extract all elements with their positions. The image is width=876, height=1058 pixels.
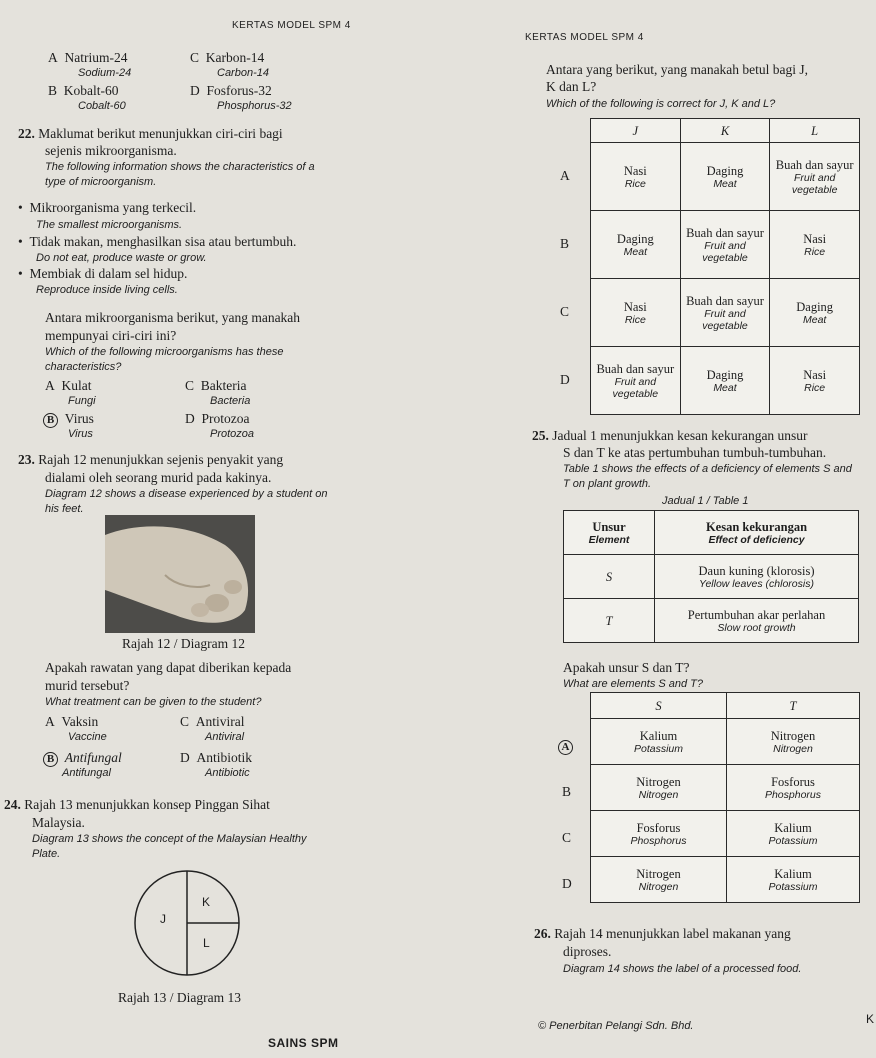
row-letter-d: D — [560, 372, 570, 387]
option-c: C Antiviral — [180, 714, 245, 729]
option-text: Fosforus-32 — [206, 83, 272, 98]
table-cell: Pertumbuhan akar perlahan Slow root growth — [655, 599, 859, 643]
option-english: Virus — [68, 428, 93, 440]
option-english: Protozoa — [210, 428, 255, 440]
table-cell: Buah dan sayur Fruit and vegetable — [591, 347, 681, 415]
table-cell: Nasi Rice — [591, 143, 681, 211]
row-letter-c: C — [562, 830, 572, 845]
option-english: Bacteria — [210, 395, 251, 407]
option-c: C Bakteria — [185, 378, 247, 393]
table-row — [591, 143, 860, 211]
plate-label-k: K — [202, 895, 211, 909]
option-english: Carbon-14 — [217, 67, 269, 79]
footer-subject: SAINS SPM — [268, 1036, 339, 1050]
option-a: A Vaksin — [45, 714, 99, 729]
table-cell: Kalium Potassium — [591, 719, 727, 765]
question-english: Which of the following microorganisms has these — [45, 346, 284, 358]
table-cell: Nasi Rice — [591, 279, 681, 347]
table-cell: Kalium Potassium — [727, 857, 860, 903]
option-english: Antifungal — [62, 767, 111, 779]
table-row — [564, 555, 859, 599]
table-cell: Buah dan sayur Fruit and vegetable — [680, 211, 770, 279]
option-a: A Kulat — [45, 378, 92, 393]
bullet-icon: • — [18, 266, 23, 281]
question-line: Apakah rawatan yang dapat diberikan kepada — [45, 660, 292, 675]
option-english: Vaccine — [68, 731, 107, 743]
question-number: 25. — [532, 428, 549, 443]
bullet-english: Reproduce inside living cells. — [36, 284, 178, 296]
stem-english: Diagram 14 shows the label of a processed food. — [563, 963, 802, 975]
foot-photo — [105, 515, 255, 633]
stem-english: Table 1 shows the effects of a deficiency of elements S and — [563, 463, 852, 475]
row-letter-b: B — [560, 236, 570, 251]
table-cell: Daging Meat — [770, 279, 860, 347]
plate-label-l: L — [203, 936, 210, 950]
row-letter-c: C — [560, 304, 570, 319]
footer-publisher: © Penerbitan Pelangi Sdn. Bhd. — [538, 1020, 694, 1032]
stem-english: type of microorganism. — [45, 176, 157, 188]
table-header-s: S — [591, 693, 727, 719]
option-english: Sodium-24 — [78, 67, 132, 79]
table-row — [591, 279, 860, 347]
stem-line: S dan T ke atas pertumbuhan tumbuh-tumbuhan. — [563, 445, 827, 460]
option-english: Fungi — [68, 395, 96, 407]
option-letter: B — [48, 83, 58, 98]
header-left: KERTAS MODEL SPM 4 — [232, 20, 351, 31]
row-letter-a: A — [560, 168, 570, 183]
stem-english: The following information shows the characteristics of a — [45, 161, 315, 173]
table-header-k: K — [680, 119, 770, 143]
footer-corner-letter: K — [866, 1012, 875, 1026]
option-english: Phosphorus-32 — [217, 100, 292, 112]
circled-letter: B — [43, 413, 58, 428]
question-english: characteristics? — [45, 361, 122, 373]
question-line: Antara yang berikut, yang manakah betul bagi J, — [546, 62, 809, 77]
stem-line: dialami oleh seorang murid pada kakinya. — [45, 470, 272, 485]
table-cell: Daging Meat — [591, 211, 681, 279]
option-letter: A — [48, 50, 58, 65]
bullet-icon: • — [18, 234, 23, 249]
answer-table-q25 — [590, 692, 860, 903]
table-cell: Nasi Rice — [770, 347, 860, 415]
table-row — [591, 347, 860, 415]
table-header-t: T — [727, 693, 860, 719]
option-english: Cobalt-60 — [78, 100, 126, 112]
table-row — [591, 811, 860, 857]
table-cell: Buah dan sayur Fruit and vegetable — [770, 143, 860, 211]
table-cell: Nitrogen Nitrogen — [591, 765, 727, 811]
bullet-item: • Mikroorganisma yang terkecil. — [18, 200, 197, 215]
circled-letter: B — [43, 752, 58, 767]
stem-english: T on plant growth. — [563, 478, 652, 490]
table-cell: Buah dan sayur Fruit and vegetable — [680, 279, 770, 347]
option-english: Antiviral — [205, 731, 245, 743]
table-header-element: Unsur Element — [564, 511, 655, 555]
table-cell: T — [564, 599, 655, 643]
question-number: 22. — [18, 126, 35, 141]
row-letter-d: D — [562, 876, 572, 891]
table-cell: Daging Meat — [680, 143, 770, 211]
option-english: Antibiotic — [205, 767, 250, 779]
diagram-caption: Rajah 13 / Diagram 13 — [118, 990, 241, 1005]
stem-english: Diagram 12 shows a disease experienced by a student on — [45, 488, 328, 500]
table-cell: Kalium Potassium — [727, 811, 860, 857]
table-cell: Fosforus Phosphorus — [727, 765, 860, 811]
question-number: 24. — [4, 797, 21, 812]
deficiency-table — [563, 510, 859, 643]
table-row — [591, 765, 860, 811]
question-line: K dan L? — [546, 79, 597, 94]
healthy-plate-diagram — [132, 868, 242, 978]
option-b: B Virus — [43, 411, 94, 428]
row-letter-a — [558, 738, 573, 755]
option-b: B Antifungal — [43, 750, 122, 767]
header-right: KERTAS MODEL SPM 4 — [525, 32, 644, 43]
question-number: 26. — [534, 926, 551, 941]
question-english: Which of the following is correct for J, K and L? — [546, 98, 776, 110]
table-cell: S — [564, 555, 655, 599]
table-header-effect: Kesan kekurangan Effect of deficiency — [655, 511, 859, 555]
stem-line: Malaysia. — [32, 815, 85, 830]
answer-table-q24 — [590, 118, 860, 415]
stem-line: diproses. — [563, 944, 612, 959]
table-cell: Daging Meat — [680, 347, 770, 415]
question-line: Antara mikroorganisma berikut, yang manakah — [45, 310, 301, 325]
table-cell: Nasi Rice — [770, 211, 860, 279]
stem-english: Plate. — [32, 848, 61, 860]
bullet-english: The smallest microorganisms. — [36, 219, 183, 231]
question-line: Apakah unsur S dan T? — [563, 660, 690, 675]
stem-english: Diagram 13 shows the concept of the Malaysian Healthy — [32, 833, 307, 845]
table-header-j: J — [591, 119, 681, 143]
circled-letter: A — [558, 740, 573, 755]
table-cell: Nitrogen Nitrogen — [591, 857, 727, 903]
bullet-item: • Tidak makan, menghasilkan sisa atau bertumbuh. — [18, 234, 297, 249]
diagram-caption: Rajah 12 / Diagram 12 — [122, 636, 245, 651]
option-d: D Protozoa — [185, 411, 250, 426]
option-text: Kobalt-60 — [63, 83, 119, 98]
option-letter: C — [190, 50, 200, 65]
option-d: D Antibiotik — [180, 750, 253, 765]
table-row — [591, 211, 860, 279]
question-line: mempunyai ciri-ciri ini? — [45, 328, 177, 343]
table-row — [591, 719, 860, 765]
stem-english: his feet. — [45, 503, 84, 515]
question-line: murid tersebut? — [45, 678, 130, 693]
bullet-icon: • — [18, 200, 23, 215]
option-letter: D — [190, 83, 200, 98]
row-letter-b: B — [562, 784, 572, 799]
table-row — [591, 857, 860, 903]
stem-line: sejenis mikroorganisma. — [45, 143, 177, 158]
question-english: What treatment can be given to the student? — [45, 696, 262, 708]
bullet-english: Do not eat, produce waste or grow. — [36, 252, 207, 264]
plate-label-j: J — [160, 912, 166, 926]
option-text: Karbon-14 — [205, 50, 265, 65]
question-number: 23. — [18, 452, 35, 467]
table-caption: Jadual 1 / Table 1 — [662, 495, 749, 507]
table-cell: Nitrogen Nitrogen — [727, 719, 860, 765]
table-cell: Daun kuning (klorosis) Yellow leaves (chlorosis) — [655, 555, 859, 599]
table-row — [564, 599, 859, 643]
stem-line: Maklumat berikut menunjukkan ciri-ciri bagi — [38, 126, 283, 141]
bullet-item: • Membiak di dalam sel hidup. — [18, 266, 188, 281]
table-cell: Fosforus Phosphorus — [591, 811, 727, 857]
table-header-l: L — [770, 119, 860, 143]
question-english: What are elements S and T? — [563, 678, 704, 690]
option-text: Natrium-24 — [64, 50, 128, 65]
